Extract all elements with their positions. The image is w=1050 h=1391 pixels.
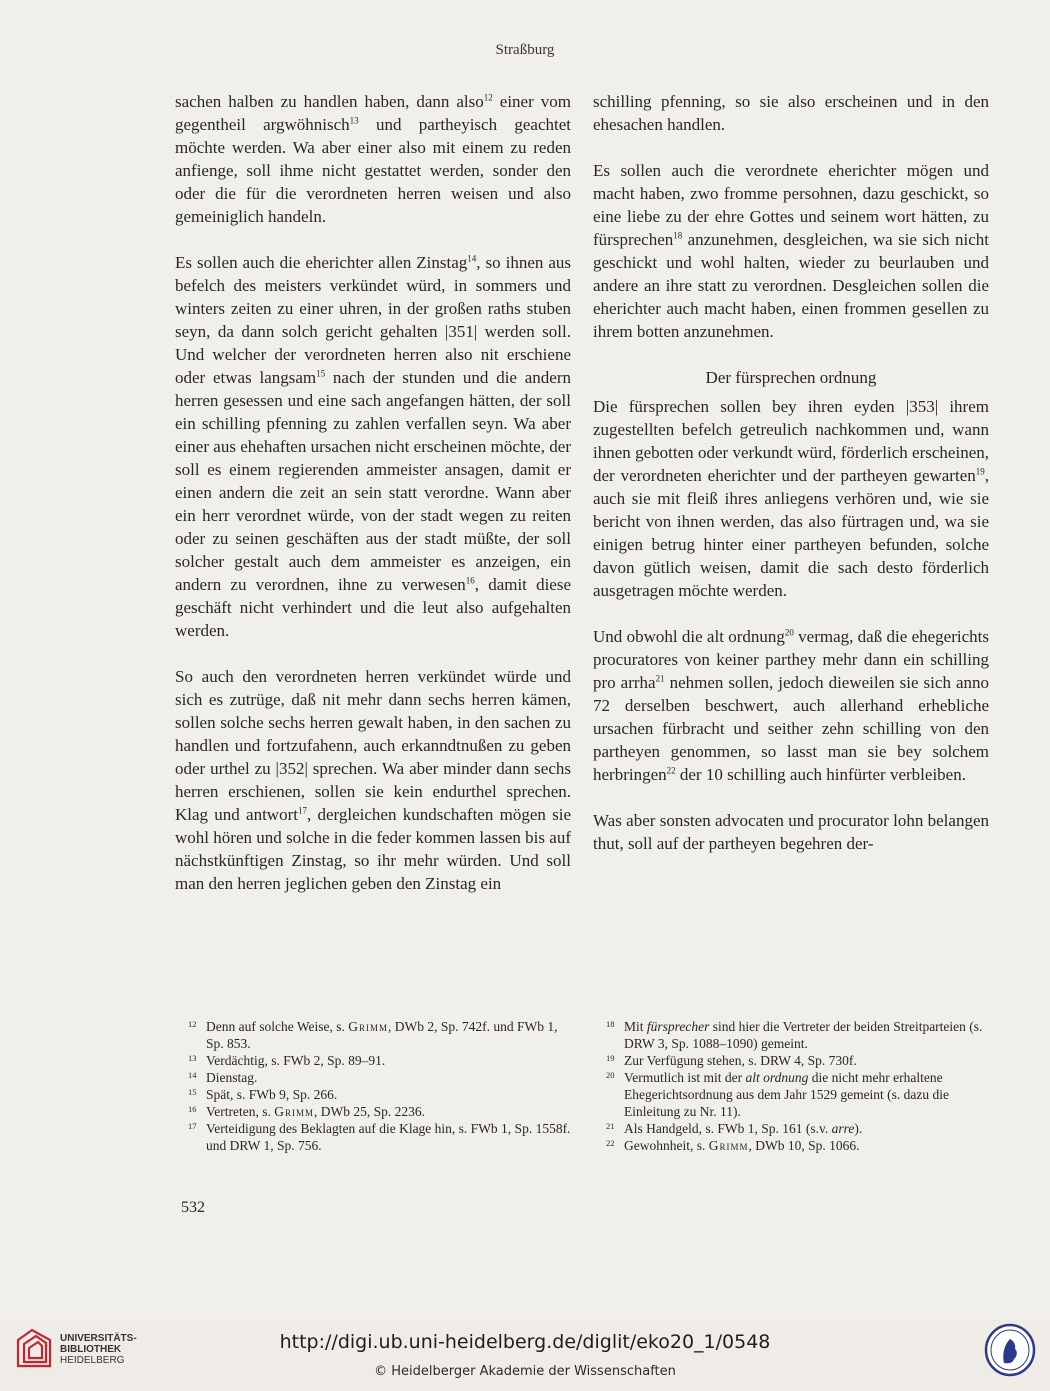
footnote-ref[interactable]: 21 [655,673,665,684]
left-text-column [175,90,571,918]
paragraph-text: nach der stunden und die andern herren gesessen und eine sach angefangen hätten, der soll ein schilling pfenning zu zahlen verfallen seyn. Wa aber einer aus ehehaften ursachen nicht erscheinen möchte, der soll es einem regierenden ammeister ansagen, damit er einen andern die zeit an sein statt verordne. Wann aber ein herr verordnet würde, von der stadt wegen zu reiten oder zu seinen geschäften aus der stadt müßte, der soll solcher gestalt auch dem ammeister es anzeigen, ein andern zu verordnen, ihne zu verwesen [175,368,571,594]
footnote [188,1086,578,1103]
footnote-text-part: , DWb 2, Sp. 742f. und FWb 1, Sp. 853. [206,1019,558,1051]
paragraph-text: Es sollen auch die verordnete eherichter mögen und macht haben, zwo fromme persohnen, dazu geschickt, so eine liebe zu der ehre Gottes und seinem wort hätten, zu fürsprechen [593,161,989,249]
footnote-ref[interactable]: 20 [784,627,794,638]
footnote-text-part: Denn auf solche Weise, s. [206,1019,349,1034]
author-name: Grimm [708,1138,749,1153]
author-name: Grimm [348,1019,389,1034]
footnote-number: 17 [188,1121,197,1131]
footnote-text: Verteidigung des Beklagten auf die Klage hin, s. FWb 1, Sp. 1558f. und DRW 1, Sp. 756. [206,1121,571,1153]
footnote-text: Zur Verfügung stehen, s. DRW 4, Sp. 730f. [624,1053,857,1068]
footnote-number: 21 [606,1121,615,1131]
library-name-line: HEIDELBERG [60,1355,125,1366]
paragraph [175,665,571,895]
section-heading: Der fürsprechen ordnung [705,368,877,387]
author-name: Grimm [274,1104,314,1119]
paragraph [593,159,989,343]
copyright-notice: © Heidelberger Akademie der Wissenschaften [374,1364,676,1379]
footnote-number: 19 [606,1053,615,1063]
paragraph-text: der 10 schilling auch hinfürter verbleiben. [675,765,966,784]
footnote-ref[interactable]: 15 [316,368,326,379]
footnote-text: Spät, s. FWb 9, Sp. 266. [206,1087,338,1102]
footnote [188,1069,578,1086]
footnotes-left [188,1018,578,1154]
footnote-number: 14 [188,1070,197,1080]
footnote-ref[interactable]: 16 [465,575,475,586]
footnote-text-part: Vertreten, s. [206,1104,275,1119]
footnote [606,1069,996,1120]
footnote-text-part: , DWb 10, Sp. 1066. [748,1138,860,1153]
paragraph-text: Die fürsprechen sollen bey ihren eyden |353| ihrem zugestellten befelch getreulich nachkommen und, wann ihnen gebotten oder verkundt würd, förderlich erscheinen, der verordneten eherichter und der partheyen gewarten [593,397,989,485]
paragraph-text: Es sollen auch die eherichter allen Zinstag [175,253,468,272]
footnote-text-part: ). [854,1121,863,1136]
italic-term: arre [831,1121,855,1136]
paragraph-text: Und obwohl die alt ordnung [593,627,785,646]
footnote-number: 18 [606,1019,615,1029]
footnote-ref[interactable]: 17 [297,805,307,816]
footnote-ref[interactable]: 22 [666,765,676,776]
paragraph: schilling pfenning, so sie also erscheinen und in den ehesachen handlen. [593,92,989,134]
paragraph-text: und partheyisch geachtet möchte werden. Wa aber einer also mit einem zu reden anfienge, soll ihme nicht gestattet werden, sonder den oder die für die verordneten herren weisen und also gemeiniglich handeln. [175,115,571,226]
paragraph-text: , dergleichen kundschaften mögen sie wohl hören und solche in die feder kommen lassen bis auf nächstkünftigen Zinstag, so ihr mehr würden. Und soll man den herren jeglichen geben den Zinstag ein [175,805,571,893]
footnote-text: Dienstag. [206,1070,258,1085]
paragraph-text: , auch sie mit fleiß ihres anliegens verhören und, wie sie bericht von ihnen werden, das also fürtragen und, wa sie einigen betrug hinter einer partheyen befunden, solche davon gütlich weisen, damit die sach desto förderlich ausgetragen möchte werden. [593,466,989,600]
footnote [188,1120,578,1154]
paragraph-text: , so ihnen aus befelch des meisters verkündet würd, in sommers und winters zeiten zu einer uhren, in der großen raths stuben seyn, da dann solch gericht gehalten |351| werden soll. Und welcher der verordneten herren also nit erschiene oder etwas langsam [175,253,571,387]
footnote [606,1137,996,1154]
footnote-text: Verdächtig, s. FWb 2, Sp. 89–91. [206,1053,386,1068]
footnote-text [624,1120,996,1137]
library-name-line: UNIVERSITÄTS- [60,1333,137,1344]
italic-term: fürsprecher [646,1019,710,1034]
footnote-number: 22 [606,1138,615,1148]
footnote-text-part: die nicht mehr erhaltene Ehegerichtsordnung aus dem Jahr 1529 gemeint (s. dazu die Einleitung zu Nr. 11). [624,1070,950,1119]
footnote [188,1018,578,1052]
paragraph [175,251,571,642]
footnote [606,1052,996,1069]
right-text-column [593,90,989,878]
running-header: Straßburg [495,42,555,58]
paragraph [593,625,989,786]
footnote-text [624,1069,996,1120]
footnote-ref[interactable]: 12 [483,92,493,103]
footnote-text-part: Mit [624,1019,647,1034]
footnote [188,1103,578,1120]
academy-seal-icon[interactable] [984,1323,1036,1377]
footnote [606,1018,996,1052]
footnote-text-part: sind hier die Vertreter der beiden Streitparteien (s. DRW 3, Sp. 1088–1090) gemeint. [624,1019,983,1051]
footnote-text-part: Gewohnheit, s. [624,1138,709,1153]
permalink-url[interactable]: http://digi.ub.uni-heidelberg.de/diglit/eko20_1/0548 [279,1331,771,1353]
footnotes-right [606,1018,996,1154]
footnote-number: 12 [188,1019,197,1029]
footnote-text [624,1137,996,1154]
footnote-ref[interactable]: 13 [349,115,359,126]
footnote-ref[interactable]: 19 [975,466,985,477]
paragraph: Was aber sonsten advocaten und procurator lohn belangen thut, soll auf der partheyen begehren der- [593,811,989,853]
footnote-ref[interactable]: 18 [673,230,683,241]
footnote [606,1120,996,1137]
footnote [188,1052,578,1069]
footnote-text-part: Als Handgeld, s. FWb 1, Sp. 161 (s.v. [624,1121,832,1136]
italic-term: alt ordnung [745,1070,809,1085]
page-number: 532 [181,1199,205,1216]
footnote-number: 20 [606,1070,615,1080]
footnote-text [624,1018,996,1052]
paragraph-text: sachen halben zu handlen haben, dann also [175,92,484,111]
footnote-number: 16 [188,1104,197,1114]
paragraph-text: , damit diese geschäft nicht verhindert und die leut also aufgehalten werden. [175,575,571,640]
footnote-text [206,1103,578,1120]
paragraph-text: So auch den verordneten herren verkündet würde und sich es zutrüge, daß nit mehr dann sechs herren kämen, sollen solche sechs herren gewalt haben, in den sachen zu handlen und fortzufahenn, auch erkanndtnußen zu geben oder urthel zu |352| sprechen. Wa aber minder dann sechs herren erschienen, sollen sie kein endurthel sprechen. Klag und antwort [175,667,571,824]
paragraph-text: anzunehmen, desgleichen, wa sie sich nicht geschickt und wohl halten, wieder zu beurlauben und andere an ihre statt zu verordnen. Desgleichen sollen die eherichter auch macht haben, einen frommen gesellen zu ihrem botten anzunehmen. [593,230,989,341]
footnote-ref[interactable]: 14 [467,253,477,264]
footnote-text-part: , DWb 25, Sp. 2236. [314,1104,425,1119]
paragraph-text: einer vom gegentheil argwöhnisch [175,92,572,134]
footnote-text [206,1018,578,1052]
footnote-number: 15 [188,1087,197,1097]
footnote-text-part: Vermutlich ist mit der [624,1070,746,1085]
paragraph [175,90,571,228]
paragraph-text: nehmen sollen, jedoch dieweilen sie sich anno 72 derselben beschwert, auch allerhand erhebliche ursachen fürbracht und seither zehn schilling von den partheyen genommen, so lasst man sie bey solchem herbringen [593,673,989,784]
paragraph [593,395,989,602]
paragraph-text: vermag, daß die ehegerichts procuratores von keiner parthey mehr dann ein schilling pro arrha [593,627,989,692]
footnote-number: 13 [188,1053,197,1063]
library-name-line: BIBLIOTHEK [60,1344,122,1355]
